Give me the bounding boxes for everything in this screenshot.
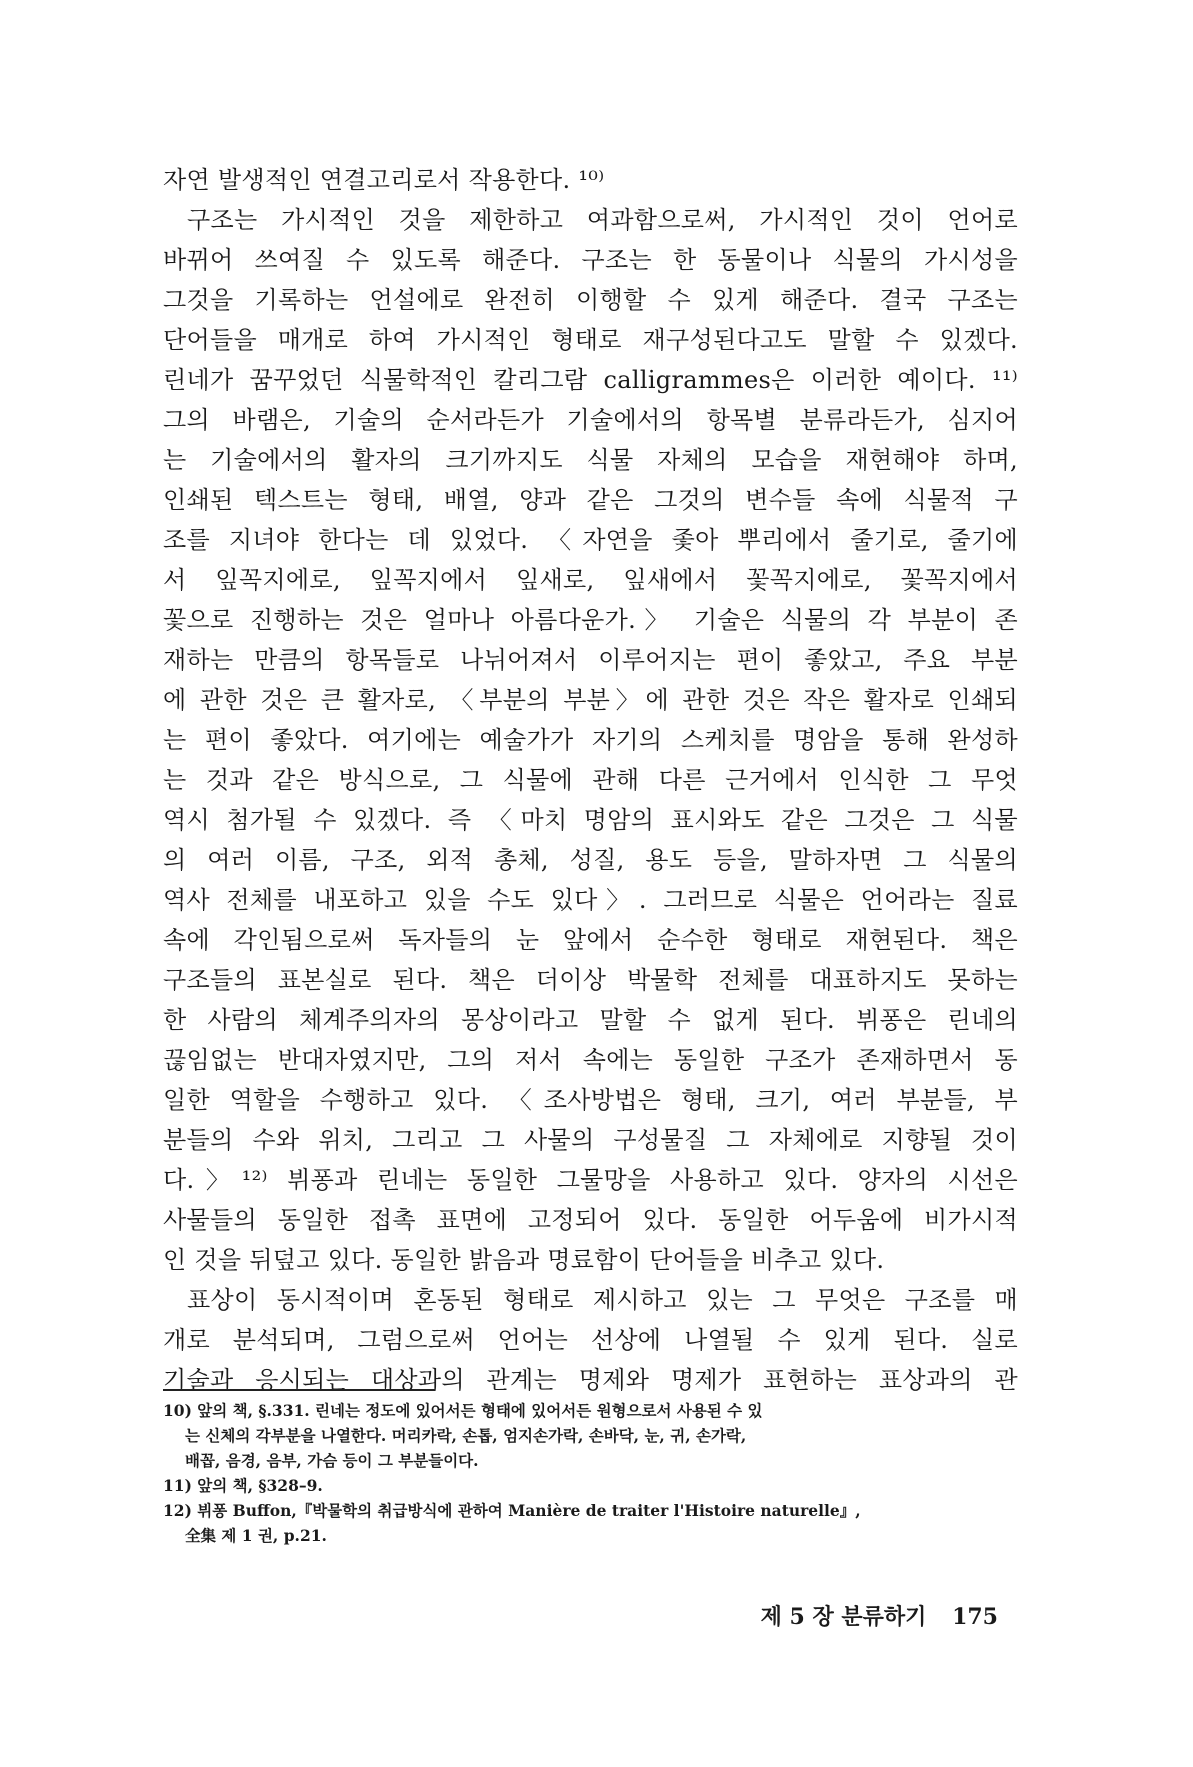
text-line: 속에 각인됨으로써 독자들의 눈 앞에서 순수한 형태로 재현된다. 책은: [163, 926, 1018, 954]
text-line: 의 여러 이름, 구조, 외적 총체, 성질, 용도 등을, 말하자면 그 식물의: [163, 846, 1018, 874]
text-line: 사물들의 동일한 접촉 표면에 고정되어 있다. 동일한 어두움에 비가시적: [163, 1206, 1018, 1234]
text-line: 기술과 응시되는 대상과의 관계는 명제와 명제가 표현하는 표상과의 관: [163, 1366, 1018, 1394]
text-line: 인 것을 뒤덮고 있다. 동일한 밝음과 명료함이 단어들을 비추고 있다.: [163, 1246, 885, 1274]
footnote-10-continuation: 는 신체의 각부분을 나열한다. 머리카락, 손톱, 엄지손가락, 손바닥, 눈, 귀, 손가락,: [185, 1426, 747, 1445]
page-footer: [761, 1600, 998, 1631]
text-line: 역사 전체를 내포하고 있을 수도 있다〉. 그러므로 식물은 언어라는 질료: [163, 886, 1018, 914]
text-line: 린네가 꿈꾸었던 식물학적인 칼리그람 calligrammes은 이러한 예이다. ¹¹⁾: [163, 366, 1018, 394]
text-line: 표상이 동시적이며 혼동된 형태로 제시하고 있는 그 무엇은 구조를 매: [187, 1286, 1018, 1314]
page-number: 175: [952, 1604, 998, 1630]
text-line: 서 잎꼭지에로, 잎꼭지에서 잎새로, 잎새에서 꽃꼭지에로, 꽃꼭지에서: [163, 566, 1018, 594]
text-line: 재하는 만큼의 항목들로 나뉘어져서 이루어지는 편이 좋았고, 주요 부분: [163, 646, 1018, 674]
text-line: 는 편이 좋았다. 여기에는 예술가가 자기의 스케치를 명암을 통해 완성하: [163, 726, 1018, 754]
text-line: 그의 바램은, 기술의 순서라든가 기술에서의 항목별 분류라든가, 심지어: [163, 406, 1018, 434]
text-line: 끊임없는 반대자였지만, 그의 저서 속에는 동일한 구조가 존재하면서 동: [163, 1046, 1018, 1074]
text-line: 일한 역할을 수행하고 있다. 〈조사방법은 형태, 크기, 여러 부분들, 부: [163, 1086, 1018, 1114]
footnote-10-continuation: 배꼽, 음경, 음부, 가슴 등이 그 부분들이다.: [185, 1451, 479, 1470]
text-line: 그것을 기록하는 언설에로 완전히 이행할 수 있게 해준다. 결국 구조는: [163, 286, 1018, 314]
footnote-10: 10) 앞의 책, §.331. 린네는 정도에 있어서든 형태에 있어서든 원형으로서 사용된 수 있: [163, 1401, 763, 1420]
text-line: 조를 지녀야 한다는 데 있었다. 〈자연을 좇아 뿌리에서 줄기로, 줄기에: [163, 526, 1018, 554]
text-line: 단어들을 매개로 하여 가시적인 형태로 재구성된다고도 말할 수 있겠다.: [163, 326, 1018, 354]
text-line: 꽃으로 진행하는 것은 얼마나 아름다운가.〉 기술은 식물의 각 부분이 존: [163, 606, 1018, 634]
text-line: 는 것과 같은 방식으로, 그 식물에 관해 다른 근거에서 인식한 그 무엇: [163, 766, 1018, 794]
text-line: 자연 발생적인 연결고리로서 작용한다. ¹⁰⁾: [163, 166, 605, 194]
text-line: 한 사람의 체계주의자의 몽상이라고 말할 수 없게 된다. 뷔퐁은 린네의: [163, 1006, 1018, 1034]
footnote-divider: [163, 1389, 435, 1391]
body-text: [163, 160, 1018, 1400]
text-line: 구조들의 표본실로 된다. 책은 더이상 박물학 전체를 대표하지도 못하는: [163, 966, 1018, 994]
footnote-12-continuation: 全集 제 1 권, p.21.: [185, 1526, 327, 1545]
text-line: 에 관한 것은 큰 활자로, 〈부분의 부분〉에 관한 것은 작은 활자로 인쇄되: [163, 686, 1018, 714]
text-line: 다.〉¹²⁾ 뷔퐁과 린네는 동일한 그물망을 사용하고 있다. 양자의 시선은: [163, 1166, 1018, 1194]
text-line: 개로 분석되며, 그럼으로써 언어는 선상에 나열될 수 있게 된다. 실로: [163, 1326, 1018, 1354]
footnote-11: 11) 앞의 책, §328–9.: [163, 1476, 323, 1495]
footnote-12: 12) 뷔퐁 Buffon,『박물학의 취급방식에 관하여 Manière de traiter l'Histoire naturelle』,: [163, 1501, 861, 1520]
text-line: 분들의 수와 위치, 그리고 그 사물의 구성물질 그 자체에로 지향될 것이: [163, 1126, 1018, 1154]
text-line: 인쇄된 텍스트는 형태, 배열, 양과 같은 그것의 변수들 속에 식물적 구: [163, 486, 1018, 514]
text-line: 구조는 가시적인 것을 제한하고 여과함으로써, 가시적인 것이 언어로: [187, 206, 1018, 234]
footnotes: [163, 1398, 1018, 1548]
text-line: 바뀌어 쓰여질 수 있도록 해준다. 구조는 한 동물이나 식물의 가시성을: [163, 246, 1018, 274]
text-line: 는 기술에서의 활자의 크기까지도 식물 자체의 모습을 재현해야 하며,: [163, 446, 1018, 474]
chapter-title: 제 5 장 분류하기: [760, 1604, 927, 1630]
text-line: 역시 첨가될 수 있겠다. 즉 〈마치 명암의 표시와도 같은 그것은 그 식물: [163, 806, 1018, 834]
